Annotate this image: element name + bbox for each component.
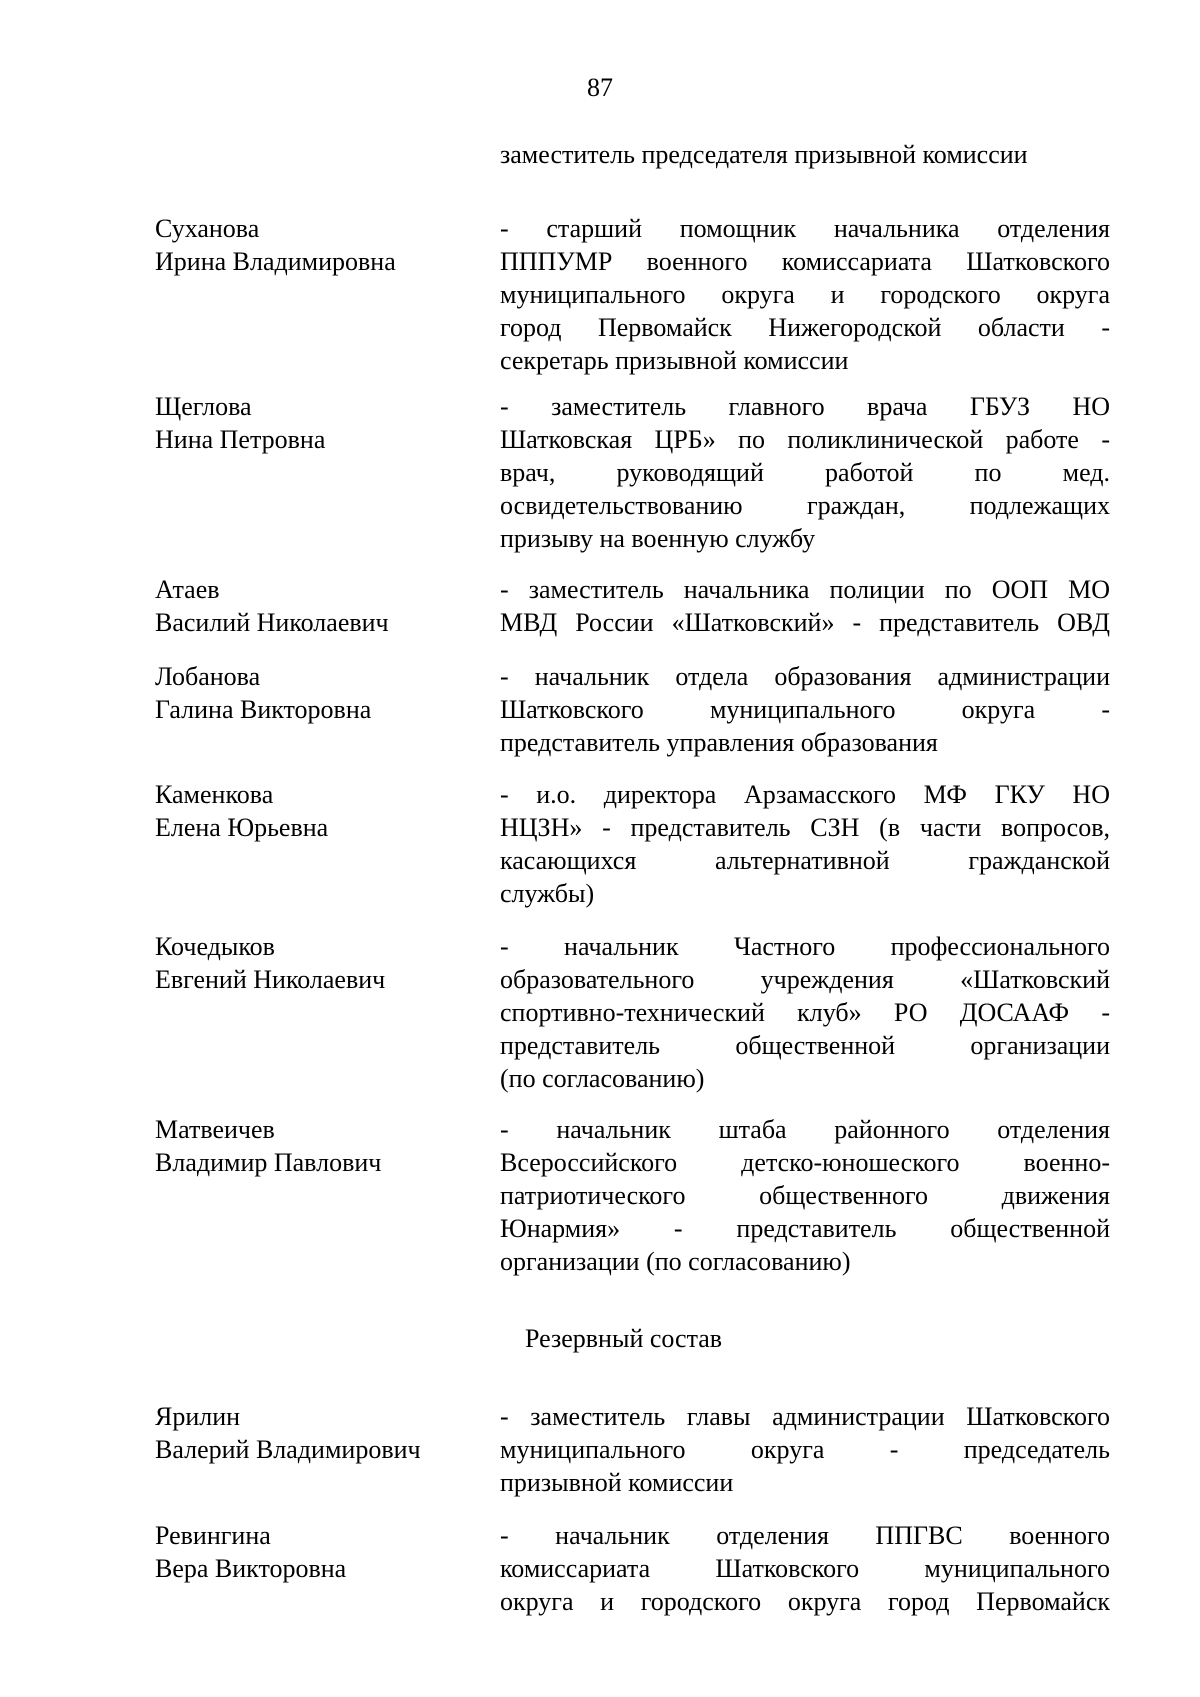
- member-given-name: Валерий Владимирович: [155, 1435, 421, 1464]
- member-given-name: Вера Викторовна: [155, 1554, 347, 1583]
- role-line: - начальник отдела образования администрации: [500, 662, 1110, 691]
- role-line: - начальник отделения ППГВС военного: [500, 1521, 1110, 1550]
- member-given-name: Елена Юрьевна: [155, 813, 329, 842]
- role-line: службы): [500, 879, 595, 908]
- member-surname: Лобанова: [155, 662, 261, 691]
- member-name: [155, 390, 485, 456]
- role-line: - заместитель главного врача ГБУЗ НО: [500, 392, 1110, 421]
- member-role: [500, 212, 1110, 377]
- role-line: комиссариата Шатковского муниципального: [500, 1554, 1110, 1583]
- member-surname: Матвеичев: [155, 1115, 275, 1144]
- member-given-name: Ирина Владимировна: [155, 247, 396, 276]
- role-line: город Первомайск Нижегородской области -: [500, 313, 1110, 342]
- member-name: [155, 778, 485, 844]
- role-line: - и.о. директора Арзамасского МФ ГКУ НО: [500, 780, 1110, 809]
- role-line: представитель управления образования: [500, 728, 938, 757]
- role-line: (по согласованию): [500, 1064, 705, 1093]
- member-name: [155, 573, 485, 639]
- page-number: 87: [587, 73, 613, 102]
- role-line: - начальник Частного профессионального: [500, 932, 1110, 961]
- role-line: представитель общественной организации: [500, 1031, 1110, 1060]
- member-name: [155, 1400, 485, 1466]
- role-line: призыву на военную службу: [500, 524, 816, 553]
- role-line: организации (по согласованию): [500, 1247, 851, 1276]
- intro-line: заместитель председателя призывной комиссии: [500, 140, 1028, 169]
- role-line: ПППУМР военного комиссариата Шатковского: [500, 247, 1110, 276]
- role-line: МВД России «Шатковский» - представитель ОВД: [500, 608, 1110, 637]
- member-surname: Ревингина: [155, 1521, 271, 1550]
- role-line: секретарь призывной комиссии: [500, 346, 849, 375]
- role-line: освидетельствованию граждан, подлежащих: [500, 491, 1110, 520]
- role-line: - заместитель начальника полиции по ООП МО: [500, 575, 1110, 604]
- role-line: Шатковского муниципального округа -: [500, 695, 1110, 724]
- member-surname: Кочедыков: [155, 932, 275, 961]
- member-role: [500, 1519, 1110, 1618]
- member-given-name: Владимир Павлович: [155, 1148, 382, 1177]
- member-surname: Щеглова: [155, 392, 252, 421]
- member-role: [500, 390, 1110, 555]
- member-name: [155, 1113, 485, 1179]
- role-line: - заместитель главы администрации Шатковского: [500, 1402, 1110, 1431]
- role-line: патриотического общественного движения: [500, 1181, 1110, 1210]
- member-name: [155, 1519, 485, 1585]
- role-line: врач, руководящий работой по мед.: [500, 458, 1110, 487]
- role-line: округа и городского округа город Первомайск: [500, 1587, 1110, 1616]
- member-role: [500, 778, 1110, 910]
- member-role: [500, 660, 1110, 759]
- member-given-name: Нина Петровна: [155, 425, 326, 454]
- role-line: - начальник штаба районного отделения: [500, 1115, 1110, 1144]
- section-title-reserve: Резервный состав: [525, 1324, 723, 1353]
- member-given-name: Василий Николаевич: [155, 608, 389, 637]
- role-line: Всероссийского детско-юношеского военно-: [500, 1148, 1110, 1177]
- role-line: - старший помощник начальника отделения: [500, 214, 1110, 243]
- member-surname: Каменкова: [155, 780, 274, 809]
- member-name: [155, 212, 485, 278]
- member-surname: Суханова: [155, 214, 260, 243]
- role-line: касающихся альтернативной гражданской: [500, 846, 1110, 875]
- role-line: НЦЗН» - представитель СЗН (в части вопросов,: [500, 813, 1110, 842]
- member-role: [500, 930, 1110, 1095]
- role-line: спортивно-технический клуб» РО ДОСААФ -: [500, 998, 1110, 1027]
- role-line: призывной комиссии: [500, 1468, 734, 1497]
- member-given-name: Галина Викторовна: [155, 695, 372, 724]
- member-surname: Атаев: [155, 575, 220, 604]
- member-role: [500, 573, 1110, 639]
- member-role: [500, 1400, 1110, 1499]
- role-line: Юнармия» - представитель общественной: [500, 1214, 1110, 1243]
- member-name: [155, 660, 485, 726]
- member-given-name: Евгений Николаевич: [155, 965, 386, 994]
- role-line: Шатковская ЦРБ» по поликлинической работе -: [500, 425, 1110, 454]
- role-line: образовательного учреждения «Шатковский: [500, 965, 1110, 994]
- member-surname: Ярилин: [155, 1402, 241, 1431]
- member-role: [500, 1113, 1110, 1278]
- role-line: муниципального округа - председатель: [500, 1435, 1110, 1464]
- member-name: [155, 930, 485, 996]
- role-line: муниципального округа и городского округа: [500, 280, 1110, 309]
